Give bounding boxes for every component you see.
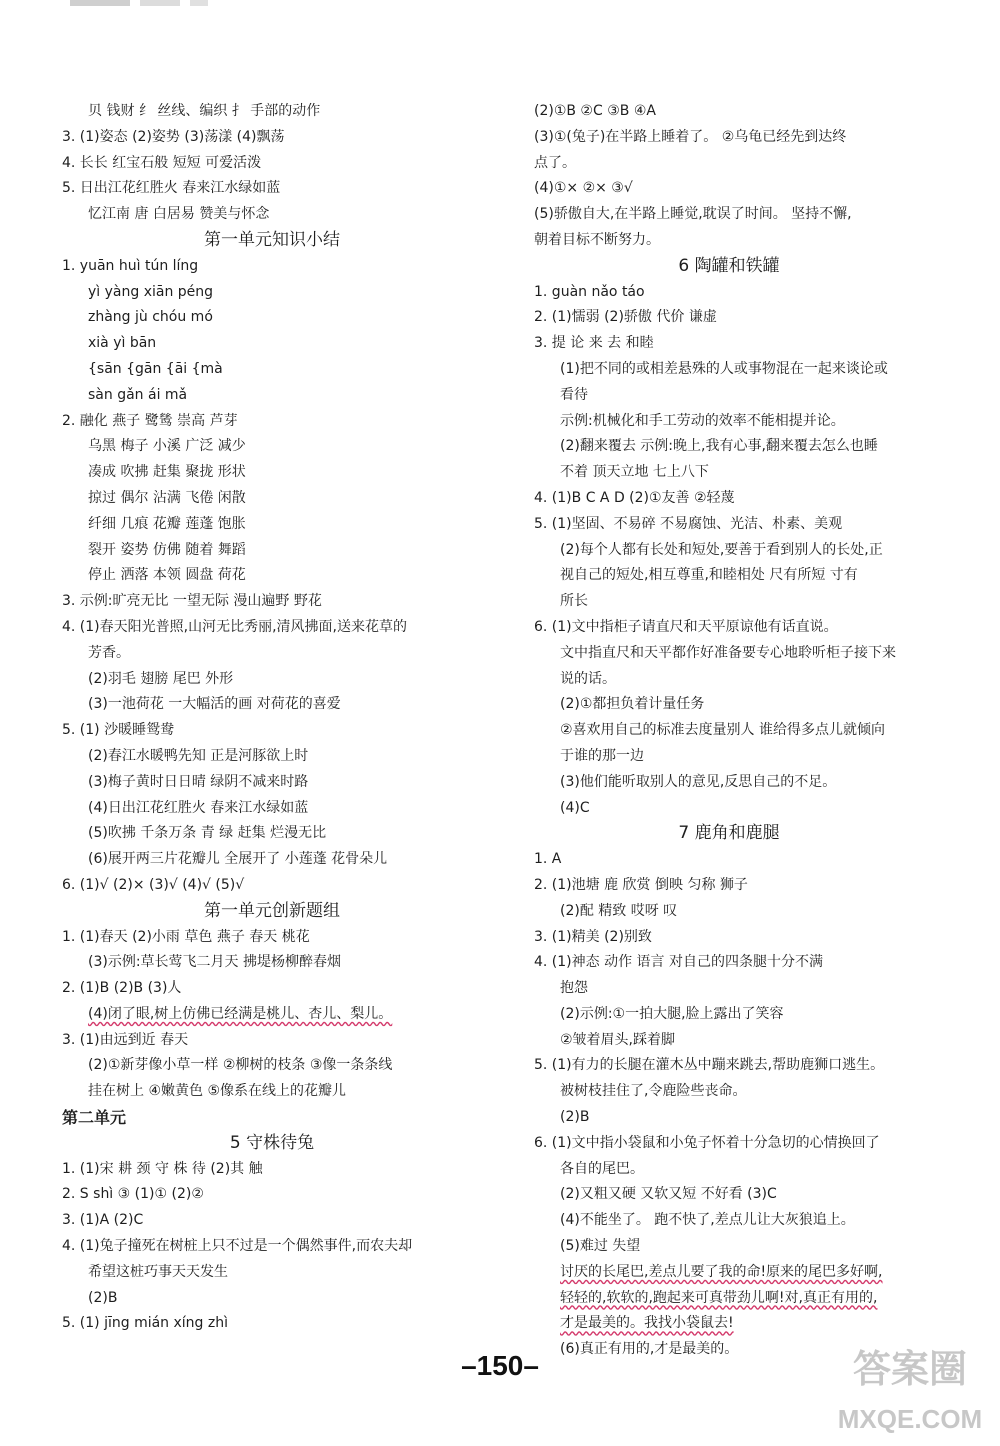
- text-line: 芳香。: [88, 644, 130, 661]
- text-line: ②喜欢用自己的标准去度量别人 谁给得多点儿就倾向: [560, 722, 885, 739]
- text-line: 忆江南 唐 白居易 赞美与怀念: [88, 206, 270, 223]
- text-line: 朝着目标不断努力。: [534, 231, 660, 248]
- text-line: 5. (1)有力的长腿在灌木丛中蹦来跳去,帮助鹿狮口逃生。: [534, 1057, 885, 1074]
- text-line: 4. 长长 红宝石般 短短 可爱活泼: [62, 154, 262, 171]
- underlined-line: 才是最美的。我找小袋鼠去!: [560, 1315, 734, 1332]
- text-line: (6)真正有用的,才是最美的。: [560, 1341, 739, 1358]
- underlined-line: 讨厌的长尾巴,差点儿要了我的命!原来的尾巴多好啊,: [560, 1263, 883, 1280]
- section-heading: 5 守株待兔: [229, 1132, 315, 1153]
- text-line: 停止 洒落 本领 圆盘 荷花: [88, 567, 246, 584]
- text-line: (2)春江水暖鸭先知 正是河豚欲上时: [88, 747, 309, 764]
- pinyin-line: 1. guàn nǎo táo: [534, 283, 645, 300]
- text-line: (2)示例:①一拍大腿,脸上露出了笑容: [560, 1005, 784, 1022]
- text-line: (4)C: [560, 799, 590, 816]
- text-line: (5)骄傲自大,在半路上睡觉,耽误了时间。 坚持不懈,: [534, 206, 852, 223]
- polyphone-line: sàn gǎn ái mǎ: [88, 386, 188, 403]
- underlined-line: (4)闭了眼,树上仿佛已经满是桃儿、杏儿、梨儿。: [88, 1005, 393, 1022]
- text-line: (2)①B ②C ③B ④A: [534, 103, 656, 119]
- text-line: (3)①(兔子)在半路上睡着了。 ②乌龟已经先到达终: [534, 128, 847, 145]
- text-line: 看待: [560, 386, 588, 403]
- text-line: 3. 提 论 来 去 和睦: [534, 335, 654, 352]
- section-heading: 第一单元创新题组: [204, 900, 340, 921]
- text-line: (4)日出江花红胜火 春来江水绿如蓝: [88, 799, 309, 816]
- text-line: (5)难过 失望: [560, 1238, 641, 1255]
- pinyin-line: zhàng jù chóu mó: [88, 309, 213, 326]
- text-line: (2)①都担负着计量任务: [560, 696, 705, 713]
- text-line: (2)翻来覆去 示例:晚上,我有心事,翻来覆去怎么也睡: [560, 438, 878, 455]
- page-number: –150–: [461, 1350, 539, 1381]
- text-line: (2)又粗又硬 又软又短 不好看 (3)C: [560, 1186, 777, 1203]
- text-line: 6. (1)文中指小袋鼠和小兔子怀着十分急切的心情换回了: [534, 1134, 880, 1151]
- text-line: 6. (1)文中指柜子请直尺和天平原谅他有话直说。: [534, 618, 838, 635]
- pinyin-line: 1. yuān huì tún líng: [62, 257, 199, 274]
- text-line: 贝 钱财 纟 丝线、编织 扌 手部的动作: [88, 103, 321, 119]
- text-line: (6)展开两三片花瓣儿 全展开了 小莲蓬 花骨朵儿: [88, 851, 388, 868]
- text-line: 3. 示例:旷亮无比 一望无际 漫山遍野 野花: [62, 593, 322, 610]
- text-line: 凑成 吹拂 赶集 聚拢 形状: [88, 464, 246, 481]
- text-line: 抱怨: [560, 980, 588, 997]
- watermark-url: MXQE.COM: [837, 1404, 983, 1434]
- text-line: 于谁的那一边: [560, 747, 644, 764]
- text-line: 文中指直尺和天平都作好准备要专心地聆听柜子接下来: [560, 644, 896, 661]
- polyphone-line: {sān {gān {āi {mà: [88, 360, 223, 377]
- section-heading: 7 鹿角和鹿腿: [678, 823, 780, 844]
- text-line: 4. (1)B C A D (2)①友善 ②轻蔑: [534, 489, 735, 506]
- right-column: [534, 99, 924, 1363]
- text-line: 5. (1)坚固、不易碎 不易腐蚀、光洁、朴素、美观: [534, 515, 843, 532]
- text-line: (2)每个人都有长处和短处,要善于看到别人的长处,正: [560, 541, 883, 558]
- text-line: ②皱着眉头,踩着脚: [560, 1031, 676, 1048]
- text-line: 希望这桩巧事天天发生: [88, 1263, 228, 1280]
- text-line: (2)B: [88, 1289, 118, 1306]
- text-line: 3. (1)由远到近 春天: [62, 1031, 189, 1048]
- underlined-line: 轻轻的,软软的,跑起来可真带劲儿啊!对,真正有用的,: [560, 1289, 878, 1306]
- unit-heading: 第二单元: [62, 1108, 127, 1128]
- text-line: 5. 日出江花红胜火 春来江水绿如蓝: [62, 180, 281, 197]
- text-line: 2. 融化 燕子 鹭鸶 崇高 芦芽: [62, 412, 238, 429]
- text-line: (3)一池荷花 一大幅活的画 对荷花的喜爱: [88, 696, 341, 713]
- pinyin-line: 5. (1) jīng mián xíng zhì: [62, 1315, 229, 1332]
- text-line: 2. (1)B (2)B (3)人: [62, 980, 182, 997]
- text-line: (1)把不同的或相差悬殊的人或事物混在一起来谈论或: [560, 360, 888, 377]
- text-line: 6. (1)√ (2)× (3)√ (4)√ (5)√: [62, 876, 245, 893]
- text-line: (2)羽毛 翅膀 尾巴 外形: [88, 670, 234, 687]
- text-line: (2)配 精致 哎呀 叹: [560, 902, 678, 919]
- text-line: 掠过 偶尔 沾满 飞倦 闲散: [88, 489, 246, 506]
- text-line: 所长: [560, 593, 588, 610]
- text-line: (4)不能坐了。 跑不快了,差点儿让大灰狼追上。: [560, 1212, 855, 1229]
- pinyin-line: xià yì bān: [88, 335, 157, 352]
- text-line: 2. S shì ③ (1)① (2)②: [62, 1186, 204, 1203]
- text-line: 3. (1)姿态 (2)姿势 (3)荡漾 (4)飘荡: [62, 128, 285, 145]
- top-edge-mark: [40, 0, 260, 14]
- watermark-logo: [815, 1338, 995, 1438]
- left-column: [62, 99, 482, 1337]
- text-line: 1. (1)宋 耕 颈 守 株 待 (2)其 触: [62, 1160, 263, 1177]
- text-line: 1. (1)春天 (2)小雨 草色 燕子 春天 桃花: [62, 928, 310, 945]
- text-line: 视自己的短处,相互尊重,和睦相处 尺有所短 寸有: [560, 567, 858, 584]
- text-line: (2)①新芽像小草一样 ②柳树的枝条 ③像一条条线: [88, 1057, 393, 1074]
- text-line: (2)B: [560, 1109, 590, 1126]
- section-heading: 第一单元知识小结: [204, 229, 340, 250]
- text-line: 5. (1) 沙暖睡鸳鸯: [62, 722, 175, 739]
- text-line: 被树枝挂住了,令鹿险些丧命。: [560, 1083, 747, 1100]
- text-line: 2. (1)懦弱 (2)骄傲 代价 谦虚: [534, 309, 717, 326]
- text-line: 说的话。: [560, 670, 616, 687]
- text-line: (3)梅子黄时日日晴 绿阴不减来时路: [88, 773, 309, 790]
- watermark-logo-text: 答案圈: [852, 1347, 968, 1391]
- text-line: (5)吹拂 千条万条 青 绿 赶集 烂漫无比: [88, 825, 327, 842]
- pinyin-line: yì yàng xiān péng: [88, 283, 214, 300]
- text-line: 3. (1)精美 (2)别致: [534, 928, 652, 945]
- text-line: 点了。: [534, 154, 576, 171]
- text-line: 3. (1)A (2)C: [62, 1212, 144, 1229]
- text-line: 裂开 姿势 仿佛 随着 舞蹈: [88, 541, 246, 558]
- text-line: 2. (1)池塘 鹿 欣赏 倒映 匀称 狮子: [534, 876, 748, 893]
- text-line: (3)他们能听取别人的意见,反思自己的不足。: [560, 773, 837, 790]
- text-line: 不着 顶天立地 七上八下: [560, 464, 709, 481]
- text-line: (3)示例:草长莺飞二月天 拂堤杨柳醉春烟: [88, 954, 341, 971]
- text-line: (4)①× ②× ③√: [534, 180, 633, 197]
- text-line: 示例:机械化和手工劳动的效率不能相提并论。: [560, 412, 845, 429]
- text-line: 挂在树上 ④嫩黄色 ⑤像系在线上的花瓣儿: [88, 1083, 347, 1100]
- text-line: 乌黑 梅子 小溪 广泛 减少: [88, 438, 246, 455]
- section-heading: 6 陶罐和铁罐: [678, 255, 780, 276]
- text-line: 4. (1)神态 动作 语言 对自己的四条腿十分不满: [534, 954, 823, 971]
- text-line: 纤细 几痕 花瓣 莲蓬 饱胀: [88, 515, 246, 532]
- text-line: 4. (1)兔子撞死在树桩上只不过是一个偶然事件,而农夫却: [62, 1238, 413, 1255]
- text-line: 各自的尾巴。: [560, 1160, 644, 1177]
- text-line: 4. (1)春天阳光普照,山河无比秀丽,清风拂面,送来花草的: [62, 618, 407, 635]
- text-line: 1. A: [534, 851, 562, 868]
